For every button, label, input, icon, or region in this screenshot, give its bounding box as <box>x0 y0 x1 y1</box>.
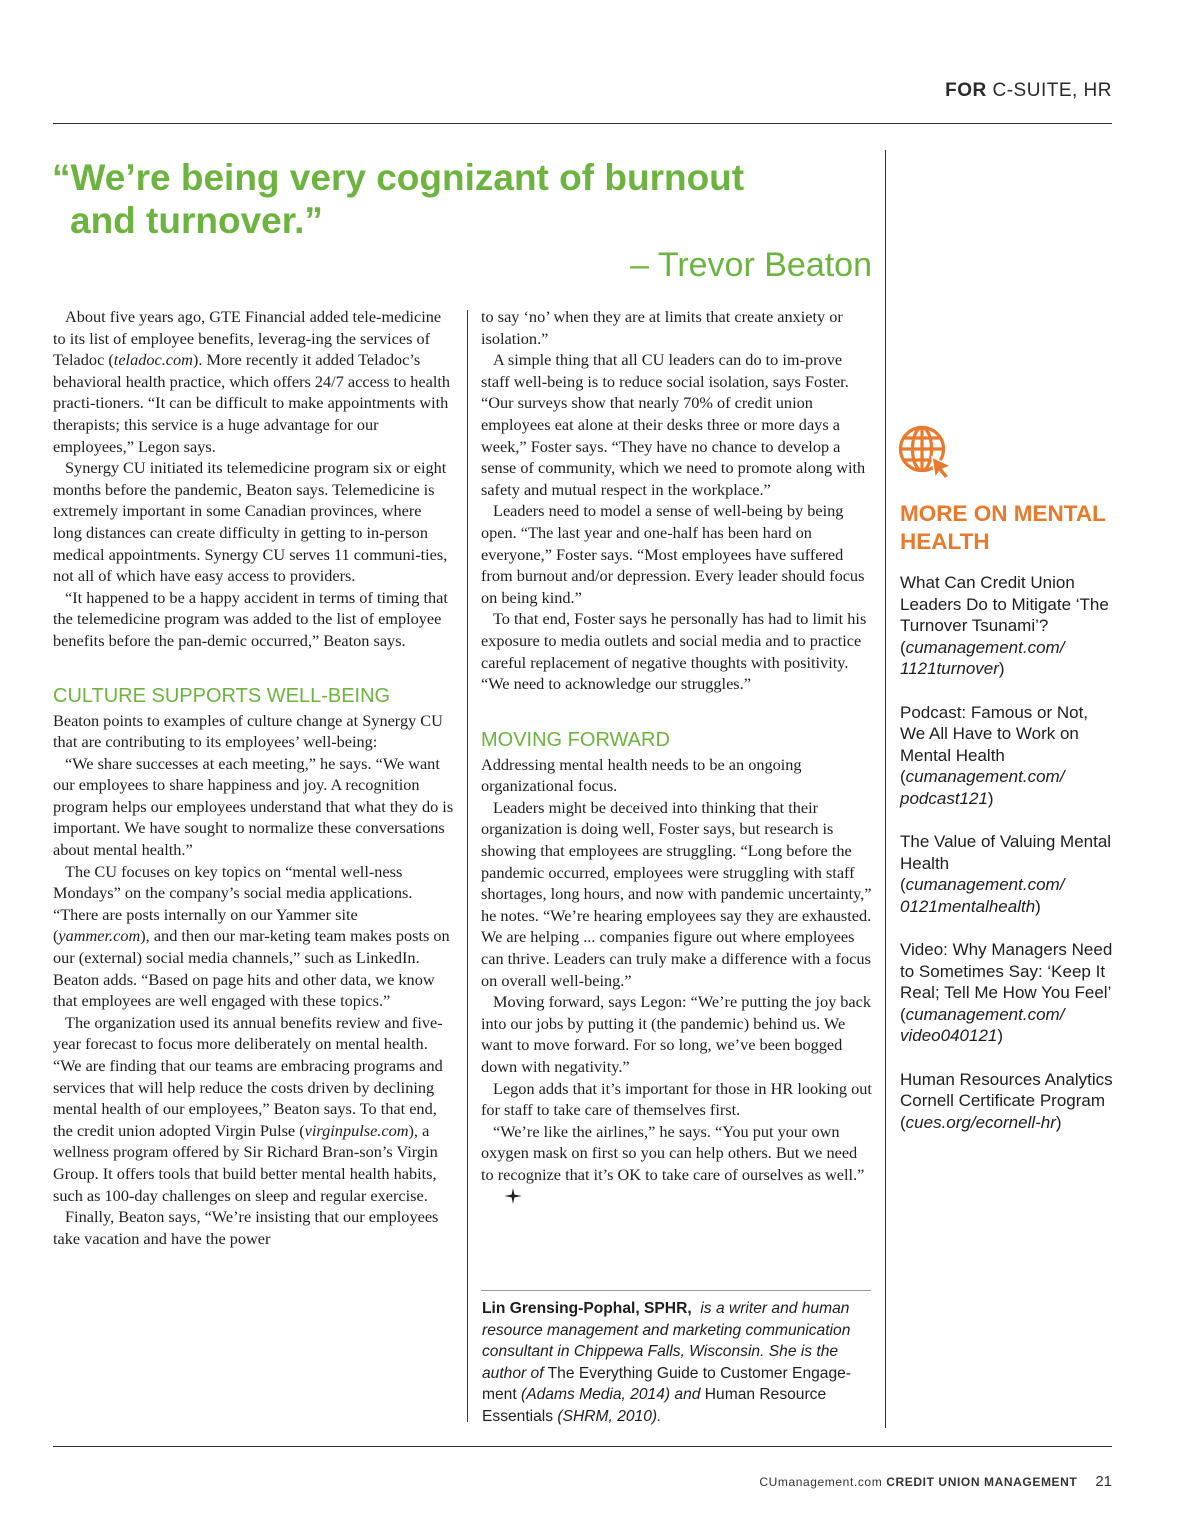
pull-quote-line-2: and turnover.” <box>70 200 323 241</box>
paragraph: “We’re like the airlines,” he says. “You put your own oxygen mask on first so you can help others. But we need to recognize that it’s OK to take care of ourselves as well.” <box>481 1121 873 1210</box>
link-url[interactable]: cumanagement.com/ 0121mentalhealth <box>900 875 1065 916</box>
pull-quote-line-1: “We’re being very cognizant of burnout <box>52 157 745 198</box>
bio-text: is a writer and human resource management and marketing communication consultant in Chippewa Falls, Wisconsin. She is the author of <box>482 1300 851 1382</box>
section-label <box>800 80 1112 102</box>
paragraph: “It happened to be a happy accident in terms of timing that the telemedicine program was added to the list of employee benefits before the pan-demic occurred,” Beaton says. <box>53 587 448 650</box>
paragraph: Finally, Beaton says, “We’re insisting that our employees take vacation and have the power <box>53 1207 439 1248</box>
link-url[interactable]: cumanagement.com/ 1121turnover <box>900 637 1065 679</box>
link-title: Video: Why Managers Need to Sometimes Say: ‘Keep It Real; Tell Me How You Feel’ <box>900 940 1113 1003</box>
footer-magazine: CREDIT UNION MANAGEMENT <box>886 1475 1078 1489</box>
subheading-moving-forward: MOVING FORWARD <box>481 728 670 751</box>
header-rule <box>53 123 1112 124</box>
sidebar-link[interactable]: Video: Why Managers Need to Sometimes Say: ‘Keep It Real; Tell Me How You Feel’ (cumanagement.com/ video040121) <box>900 940 1113 1046</box>
link-title: The Value of Valuing Mental Health <box>900 832 1112 873</box>
paragraph: To that end, Foster says he personally has had to limit his exposure to media outlets and social media and to practice careful replacement of negative thoughts with positivity. “We need to acknowledge our struggles.” <box>481 609 867 694</box>
page-number: 21 <box>1095 1473 1112 1490</box>
link-url[interactable]: cues.org/ecornell-hr <box>905 1112 1056 1132</box>
paragraph: Leaders need to model a sense of well-being by being open. “The last year and one-half has been hard on everyone,” Foster says. “Most employees have suffered from burnout and/or depression. Every leader should focus on being kind.” <box>481 501 865 607</box>
link-title: Podcast: Famous or Not, We All Have to Work on Mental Health <box>900 702 1089 765</box>
article-column-1 <box>53 306 454 1249</box>
author-name: Lin Grensing-Pophal, SPHR, <box>482 1300 692 1317</box>
column-divider <box>467 310 468 1422</box>
subheading-culture: CULTURE SUPPORTS WELL-BEING <box>53 684 391 707</box>
sidebar-links <box>900 572 1115 1155</box>
sidebar-link[interactable]: What Can Credit Union Leaders Do to Mitigate ‘The Turnover Tsunami’? (cumanagement.com/ 1121turnover) <box>900 573 1109 679</box>
bio-text: (Adams Media, 2014) and <box>521 1386 701 1404</box>
book-title: Human Resource Essentials <box>482 1386 827 1425</box>
link-url[interactable]: cumanagement.com/ podcast121 <box>900 767 1065 808</box>
paragraph: Synergy CU initiated its telemedicine program six or eight months before the pandemic, Beaton says. Telemedicine is extremely important in some Canadian provinces, where long distances can create difficulty in getting to in-person medical appointments. Synergy CU serves 11 communi-ties, not all of which have easy access to providers. <box>53 458 448 586</box>
paragraph: “We share successes at each meeting,” he says. “We want our employees to share happiness and joy. A recognition program helps our employees understand that what they do is important. We have sought to normalize these conversations about mental health.” <box>53 753 454 860</box>
bio-text: (SHRM, 2010). <box>557 1407 662 1425</box>
link-url[interactable]: cumanagement.com/ video040121 <box>900 1004 1065 1046</box>
paragraph: A simple thing that all CU leaders can do to im-prove staff well-being is to reduce social isolation, says Foster. “Our surveys show that nearly 70% of credit union employees eat alone at their desks three or more days a week,” Foster says. “They have no chance to develop a sense of community, which we need to promote along with safety and mutual respect in the workplace.” <box>481 350 866 499</box>
pull-quote-attribution: – Trevor Beaton <box>630 246 872 284</box>
paragraph: Beaton points to examples of culture change at Synergy CU that are contributing to its employees’ well-being: <box>53 710 443 752</box>
bio-rule <box>481 1290 871 1291</box>
sidebar-link[interactable]: Podcast: Famous or Not, We All Have to Work on Mental Health (cumanagement.com/ podcast121) <box>900 702 1089 808</box>
article-column-2 <box>481 306 873 1210</box>
website-reference: virginpulse.com <box>304 1120 409 1140</box>
link-title: Human Resources Analytics Cornell Certificate Program <box>900 1069 1113 1111</box>
footer-site: CUmanagement.com <box>759 1475 883 1489</box>
page-footer <box>700 1473 1112 1490</box>
sidebar-title: MORE ON MENTAL HEALTH <box>900 501 1106 554</box>
sidebar-divider <box>885 150 886 1428</box>
paragraph: to say ‘no’ when they are at limits that create anxiety or isolation.” <box>481 307 843 348</box>
paragraph: The organization used its annual benefits review and five-year forecast to focus more deliberately on mental health. “We are finding that our teams are embracing programs and services that will help reduce the costs driven by declining mental health of our employees,” Beaton says. To that end, the credit union adopted Virgin Pulse (virginpulse.com), a wellness program offered by Sir Richard Bran-son’s Virgin Group. It offers tools that build better mental health habits, such as 100-day challenges on sleep and regular exercise. <box>53 1012 443 1205</box>
link-title: What Can Credit Union Leaders Do to Mitigate ‘The Turnover Tsunami’? <box>900 573 1109 636</box>
author-bio <box>482 1298 874 1428</box>
sidebar-link[interactable]: The Value of Valuing Mental Health (cumanagement.com/ 0121mentalhealth) <box>900 832 1112 916</box>
paragraph: Legon adds that it’s important for those in HR looking out for staff to take care of themselves first. <box>481 1078 872 1120</box>
section-label-bold: FOR <box>945 80 987 101</box>
website-reference: yammer.com <box>58 926 141 946</box>
paragraph: The CU focuses on key topics on “mental well-ness Mondays” on the company’s social media applications. “There are posts internally on our Yammer site (yammer.com), and then our mar-keting team makes posts on our (external) social media channels,” such as LinkedIn. Beaton adds. “Based on page hits and other data, we know that employees are well engaged with these topics.” <box>53 861 450 1011</box>
end-mark-icon <box>491 1187 523 1211</box>
sidebar-link[interactable]: Human Resources Analytics Cornell Certificate Program (cues.org/ecornell-hr) <box>900 1069 1113 1132</box>
website-reference: teladoc.com <box>113 350 193 370</box>
paragraph: Leaders might be deceived into thinking that their organization is doing well, Foster says, but research is showing that employees are struggling. “Long before the pandemic occurred, employees were struggling with staff shortages, long hours, and now with pandemic uncertainty,” he notes. “We’re hearing employees say they are exhausted. We are helping ... companies figure out where employees can thrive. Leaders can truly make a difference with a focus on overall well-being.” <box>481 797 872 990</box>
book-title: The Everything Guide to Customer Engage-ment <box>482 1364 851 1404</box>
paragraph: Moving forward, says Legon: “We’re putting the joy back into our jobs by putting it (the pandemic) behind us. We want to move forward. For so long, we’ve been bogged down with negativity.” <box>481 992 872 1076</box>
paragraph: Addressing mental health needs to be an ongoing organizational focus. <box>481 754 802 796</box>
globe-cursor-icon <box>897 424 955 482</box>
section-label-rest: C-SUITE, HR <box>992 80 1112 101</box>
footer-rule <box>53 1446 1112 1447</box>
pull-quote <box>52 156 872 242</box>
paragraph: About five years ago, GTE Financial added tele-medicine to its list of employee benefits, leverag-ing the services of Teladoc (teladoc.com). More recently it added Teladoc’s behavioral health practice, which offers 24/7 access to health practi-tioners. “It can be difficult to make appointments with therapists; this service is a huge advantage for our employees,” Legon says. <box>53 307 451 456</box>
